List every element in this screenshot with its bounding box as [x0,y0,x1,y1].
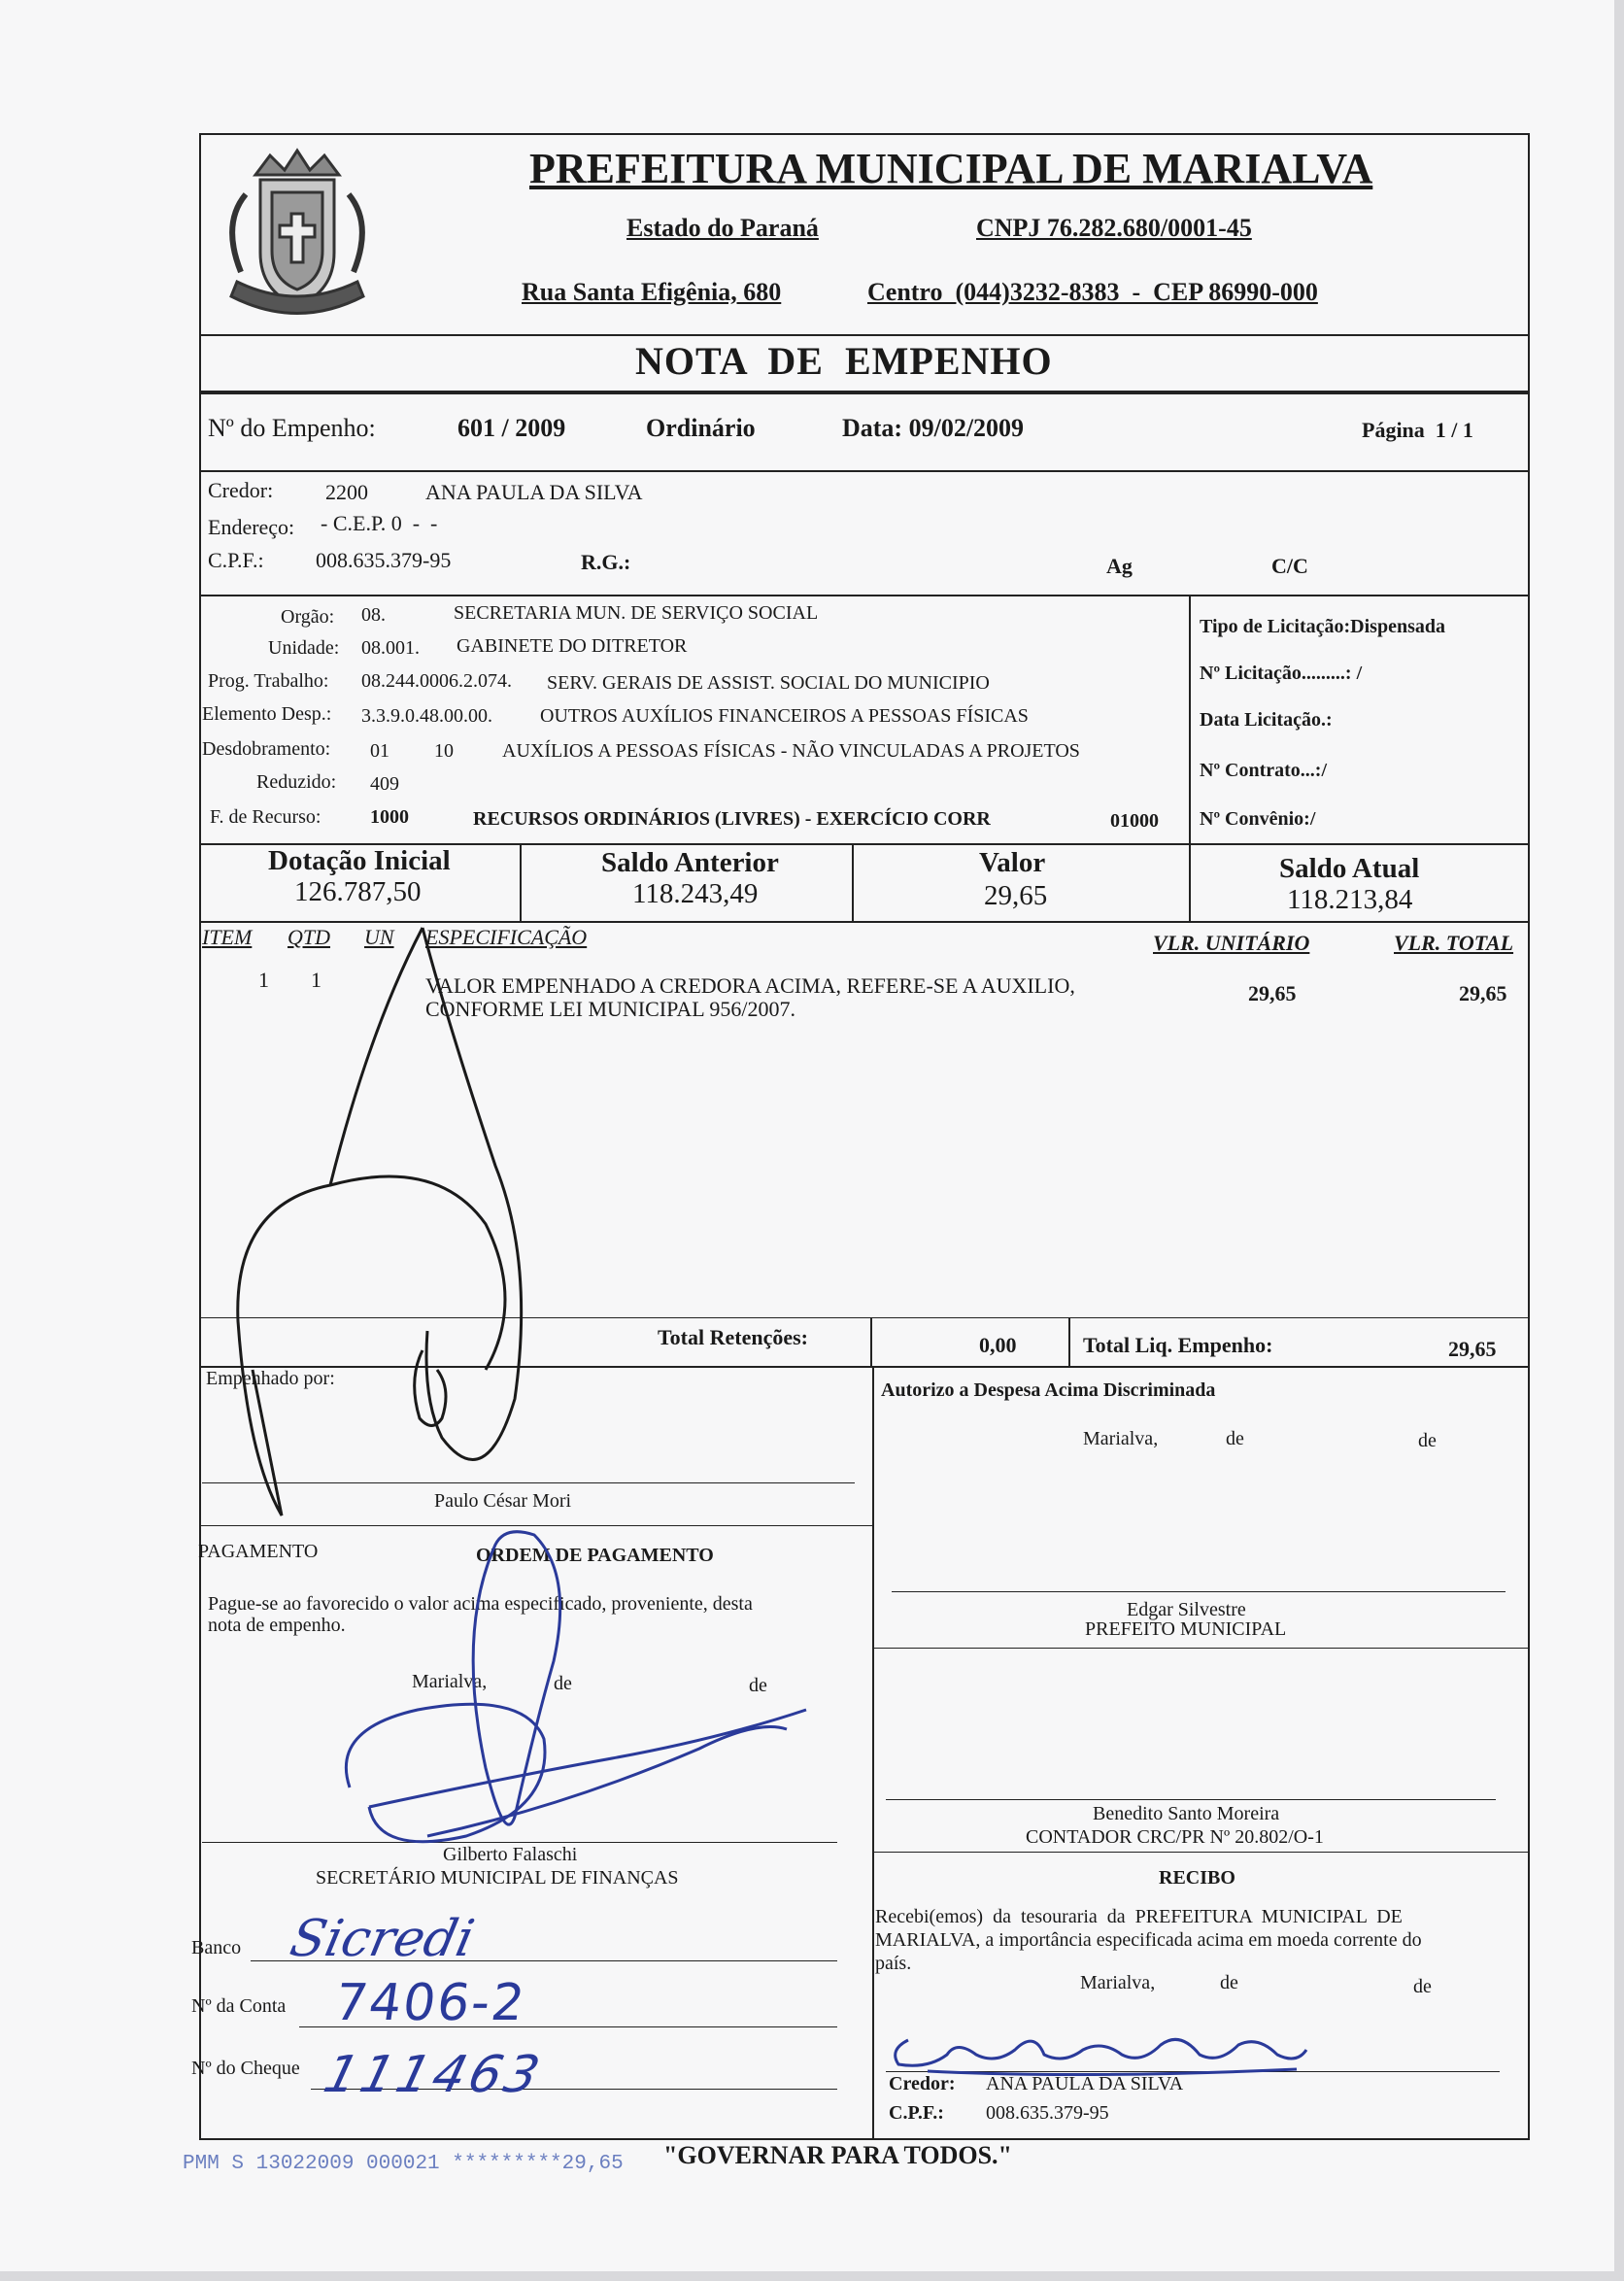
unidade-value: 08.001. [361,637,420,659]
col-vlr-total: VLR. TOTAL [1394,931,1514,955]
prog-label: Prog. Trabalho: [208,670,329,692]
cheque-label: Nº do Cheque [191,2058,300,2079]
credor-name: ANA PAULA DA SILVA [425,480,643,504]
orgao-label: Orgão: [281,606,335,628]
unidade-desc: GABINETE DO DITRETOR [457,635,688,657]
recibo-city: Marialva, [1080,1972,1156,1993]
prog-desc: SERV. GERAIS DE ASSIST. SOCIAL DO MUNICIPIO [547,672,990,694]
col-un: UN [364,925,394,949]
pagamento-de2: de [749,1675,767,1696]
recibo-text-line1: Recebi(emos) da tesouraria da PREFEITURA MUNICIPAL DE [875,1906,1403,1927]
item-qtd: 1 [311,968,321,992]
desdob-b: 10 [434,740,454,762]
recibo-text-line2: MARIALVA, a importância especificada acima em moeda corrente do [875,1929,1422,1951]
orgao-value: 08. [361,604,386,626]
document-title: NOTA DE EMPENHO [635,339,1053,383]
print-code: PMM S 13022009 000021 *********29,65 [183,2153,624,2175]
pagamento-de1: de [554,1673,572,1694]
item-unit-value: 29,65 [1248,981,1297,1005]
recibo-de2: de [1413,1976,1432,1997]
secretario-title: SECRETÁRIO MUNICIPAL DE FINANÇAS [316,1867,679,1889]
endereco-value: - C.E.P. 0 - - [321,511,438,535]
municipality-title: PREFEITURA MUNICIPAL DE MARIALVA [529,145,1373,192]
cpf-value: 008.635.379-95 [316,548,452,572]
cpf-label: C.P.F.: [208,548,264,572]
desdob-label: Desdobramento: [202,738,331,760]
item-desc-line1: VALOR EMPENHADO A CREDORA ACIMA, REFERE-SE A AUXILIO, [425,973,1075,998]
contact-label: Centro (044)3232-8383 - CEP 86990-000 [867,278,1318,306]
page-number: Página 1 / 1 [1362,418,1473,442]
pagamento-city: Marialva, [412,1671,488,1692]
col-item: ITEM [202,925,253,949]
valor-value: 29,65 [984,880,1048,911]
empenho-type: Ordinário [646,414,756,442]
licitacao-tipo: Tipo de Licitação:Dispensada [1200,616,1445,637]
orgao-desc: SECRETARIA MUN. DE SERVIÇO SOCIAL [454,602,819,624]
pagamento-text-line1: Pague-se ao favorecido o valor acima especificado, proveniente, desta [208,1593,753,1615]
conta-handwritten: 7406-2 [330,1974,530,2032]
elemento-value: 3.3.9.0.48.00.00. [361,705,492,727]
recibo-text-line3: país. [875,1953,912,1974]
recurso-desc: RECURSOS ORDINÁRIOS (LIVRES) - EXERCÍCIO CORR [473,808,991,830]
cnpj-label: CNPJ 76.282.680/0001-45 [976,214,1252,242]
ordem-pagamento-label: ORDEM DE PAGAMENTO [476,1545,714,1566]
prefeito-title: PREFEITO MUNICIPAL [1085,1618,1287,1640]
autorizo-de2: de [1418,1430,1437,1451]
retencoes-label: Total Retenções: [658,1325,808,1349]
saldo-anterior-value: 118.243,49 [632,878,759,909]
autorizo-city: Marialva, [1083,1428,1159,1449]
dotacao-value: 126.787,50 [294,876,422,907]
recibo-credor-label: Credor: [889,2073,956,2094]
slogan: "GOVERNAR PARA TODOS." [663,2141,1012,2169]
empenho-number-label: Nº do Empenho: [208,414,376,442]
autorizo-label: Autorizo a Despesa Acima Discriminada [881,1379,1216,1401]
ag-label: Ag [1106,554,1133,578]
prefeito-name: Edgar Silvestre [1127,1599,1246,1620]
licitacao-contrato: Nº Contrato...:/ [1200,760,1328,781]
rg-label: R.G.: [581,550,631,574]
empenho-number: 601 / 2009 [457,414,566,442]
pagamento-label: PAGAMENTO [198,1541,319,1562]
contador-title: CONTADOR CRC/PR Nº 20.802/O-1 [1026,1826,1324,1848]
retencoes-value: 0,00 [979,1333,1017,1357]
empenho-date: Data: 09/02/2009 [842,414,1025,442]
address-label: Rua Santa Efigênia, 680 [522,278,782,306]
state-label: Estado do Paraná [626,214,819,242]
desdob-desc: AUXÍLIOS A PESSOAS FÍSICAS - NÃO VINCULADAS A PROJETOS [502,740,1080,762]
pagamento-text-line2: nota de empenho. [208,1615,346,1636]
credor-label: Credor: [208,478,274,502]
item-total-value: 29,65 [1459,981,1507,1005]
dotacao-label: Dotação Inicial [268,845,451,876]
col-vlr-unitario: VLR. UNITÁRIO [1153,931,1310,955]
licitacao-data: Data Licitação.: [1200,709,1333,731]
col-especificacao: ESPECIFICAÇÃO [425,925,588,949]
saldo-atual-label: Saldo Atual [1279,853,1420,884]
reduzido-label: Reduzido: [256,771,337,793]
item-desc-line2: CONFORME LEI MUNICIPAL 956/2007. [425,997,795,1021]
recibo-de1: de [1220,1972,1238,1993]
liquido-value: 29,65 [1448,1337,1497,1361]
licitacao-convenio: Nº Convênio:/ [1200,808,1316,830]
recibo-label: RECIBO [1159,1867,1235,1889]
unidade-label: Unidade: [268,637,340,659]
desdob-a: 01 [370,740,389,762]
conta-label: Nº da Conta [191,1995,287,2017]
liquido-label: Total Liq. Empenho: [1083,1333,1273,1357]
valor-label: Valor [979,847,1046,878]
recurso-label: F. de Recurso: [210,806,321,828]
autorizo-de1: de [1226,1428,1244,1449]
elemento-desc: OUTROS AUXÍLIOS FINANCEIROS A PESSOAS FÍSICAS [540,705,1029,727]
credor-code: 2200 [325,480,368,504]
saldo-atual-value: 118.213,84 [1287,884,1413,915]
item-number: 1 [258,968,269,992]
licitacao-numero: Nº Licitação.........: / [1200,663,1363,684]
saldo-anterior-label: Saldo Anterior [601,847,779,878]
empenhado-por-label: Empenhado por: [206,1368,335,1389]
reduzido-value: 409 [370,773,399,795]
banco-label: Banco [191,1937,242,1958]
recurso-code: 01000 [1110,810,1159,832]
secretario-name: Gilberto Falaschi [443,1844,578,1865]
recibo-cpf-label: C.P.F.: [889,2102,944,2124]
prog-value: 08.244.0006.2.074. [361,670,512,692]
cc-label: C/C [1271,554,1308,578]
col-qtd: QTD [288,925,331,949]
endereco-label: Endereço: [208,515,295,539]
empenhado-por-name: Paulo César Mori [434,1490,572,1512]
cheque-handwritten: 111463 [318,2046,549,2104]
recurso-value: 1000 [370,806,409,828]
elemento-label: Elemento Desp.: [202,703,332,725]
recibo-cpf-value: 008.635.379-95 [986,2102,1109,2124]
contador-name: Benedito Santo Moreira [1093,1803,1280,1824]
banco-handwritten: Sicredi [285,1910,480,1968]
recibo-credor-name: ANA PAULA DA SILVA [986,2073,1184,2094]
